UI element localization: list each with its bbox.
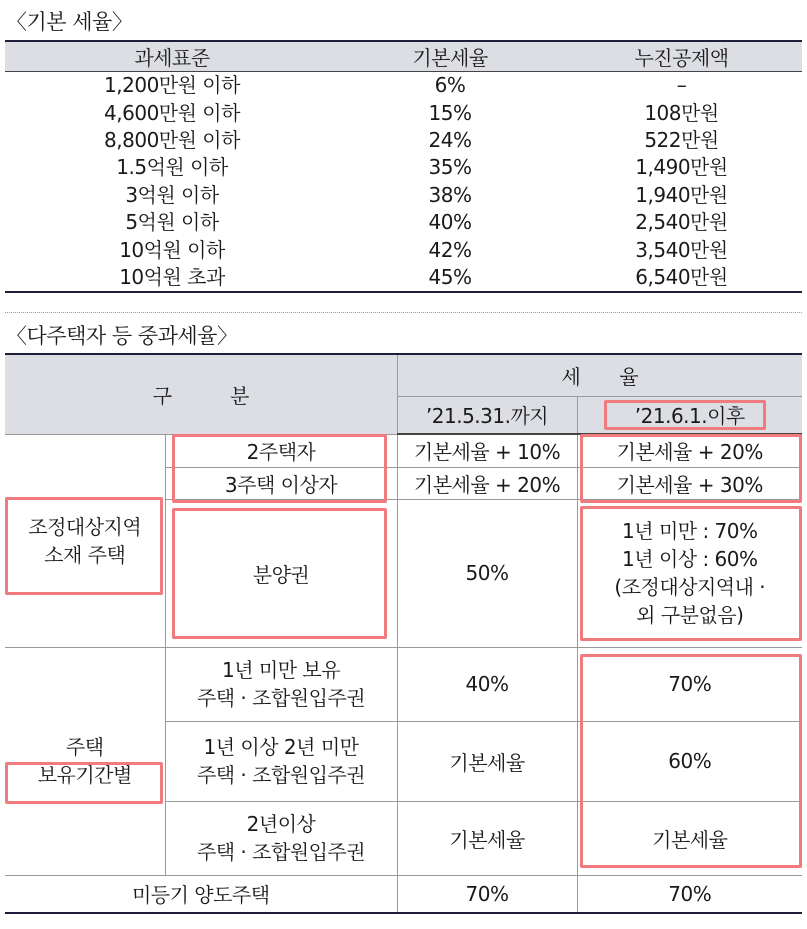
header-rate: 세 율 [397, 354, 802, 396]
group-label-line1: 조정대상지역 [28, 514, 142, 539]
item-line: 주택 · 조합원입주권 [196, 686, 366, 710]
deduction-cell: – [676, 73, 687, 98]
table-row [5, 875, 802, 913]
heavy-rate-table [5, 353, 802, 914]
table-row [5, 236, 802, 263]
item-cell: 3주택 이상자 [165, 467, 397, 499]
tax-base-cell: 1.5억원 이하 [116, 155, 228, 180]
deduction-cell: 6,540만원 [635, 264, 728, 289]
table-row [5, 182, 802, 209]
heavy-header-row-1 [5, 354, 802, 396]
header-progressive-deduction: 누진공제액 [561, 41, 802, 72]
tax-base-cell: 1,200만원 이하 [104, 73, 240, 98]
deduction-cell: 2,540만원 [635, 210, 728, 235]
rate-cell: 45% [428, 264, 472, 289]
tax-base-cell: 4,600만원 이하 [104, 100, 240, 125]
after-cell: 기본세율 [577, 801, 802, 875]
until-cell: 기본세율 [397, 721, 577, 801]
section-divider [5, 312, 802, 313]
table-row [5, 154, 802, 181]
table-row [5, 647, 802, 721]
until-cell: 기본세율 + 20% [397, 467, 577, 499]
until-cell: 70% [397, 875, 577, 913]
rate-cell: 42% [428, 237, 472, 262]
header-tax-base: 과세표준 [5, 41, 339, 72]
rate-cell: 24% [428, 127, 472, 152]
table-row [5, 209, 802, 236]
tax-base-cell: 10억원 이하 [119, 237, 225, 262]
item-line: 2년이상 [246, 812, 316, 836]
header-after-date [577, 396, 802, 434]
after-cell [577, 499, 802, 647]
heavy-rate-title: 〈다주택자 등 중과세율〉 [6, 324, 238, 348]
item-cell: 분양권 [165, 499, 397, 647]
group-label-line1: 주택 [65, 735, 104, 759]
item-line: 주택 · 조합원입주권 [196, 763, 366, 787]
tax-base-cell: 10억원 초과 [119, 264, 225, 289]
deduction-cell: 1,490만원 [635, 155, 728, 180]
deduction-cell: 108만원 [644, 100, 719, 125]
table-row [5, 264, 802, 292]
after-line: 1년 이상 : 60% [622, 547, 758, 571]
until-cell: 기본세율 [397, 801, 577, 875]
table-row [5, 99, 802, 126]
rate-cell: 35% [428, 155, 472, 180]
tax-base-cell: 3억원 이하 [125, 182, 219, 207]
deduction-cell: 3,540만원 [635, 237, 728, 262]
basic-rate-table [5, 40, 802, 293]
rate-cell: 40% [428, 210, 472, 235]
basic-rate-title: 〈기본 세율〉 [6, 10, 133, 34]
basic-rate-header-row [5, 41, 802, 72]
item-cell: 2주택자 [165, 434, 397, 467]
item-line: 1년 미만 보유 [221, 658, 341, 682]
rate-cell: 38% [428, 182, 472, 207]
item-cell [165, 721, 397, 801]
after-line: 외 구분없음) [636, 603, 744, 627]
after-cell: 60% [577, 721, 802, 801]
group-label-line2: 보유기간별 [37, 763, 132, 787]
until-cell: 50% [397, 499, 577, 647]
header-until-date: ’21.5.31.까지 [397, 396, 577, 434]
tax-base-cell: 5억원 이하 [125, 210, 219, 235]
item-line: 주택 · 조합원입주권 [196, 840, 366, 864]
after-line: 1년 미만 : 70% [622, 519, 758, 543]
item-cell [165, 647, 397, 721]
after-cell: 70% [577, 647, 802, 721]
header-basic-rate: 기본세율 [339, 41, 561, 72]
header-after-date-text: ’21.6.1.이후 [634, 404, 745, 429]
table-row [5, 434, 802, 467]
until-cell: 40% [397, 647, 577, 721]
item-line: 1년 이상 2년 미만 [203, 735, 359, 759]
table-row [5, 127, 802, 154]
unregistered-label: 미등기 양도주택 [5, 875, 397, 913]
deduction-cell: 1,940만원 [635, 182, 728, 207]
header-category: 구 분 [5, 354, 397, 434]
table-row [5, 72, 802, 100]
item-cell [165, 801, 397, 875]
tax-base-cell: 8,800만원 이하 [104, 127, 240, 152]
after-cell: 기본세율 + 20% [577, 434, 802, 467]
group-adjusted-area [5, 434, 165, 647]
after-cell: 70% [577, 875, 802, 913]
group-holding-period [5, 647, 165, 875]
rate-cell: 6% [434, 73, 466, 98]
deduction-cell: 522만원 [644, 127, 719, 152]
until-cell: 기본세율 + 10% [397, 434, 577, 467]
after-cell: 기본세율 + 30% [577, 467, 802, 499]
rate-cell: 15% [428, 100, 472, 125]
after-line: (조정대상지역내 · [614, 575, 766, 599]
group-label-line2: 소재 주택 [44, 542, 126, 567]
